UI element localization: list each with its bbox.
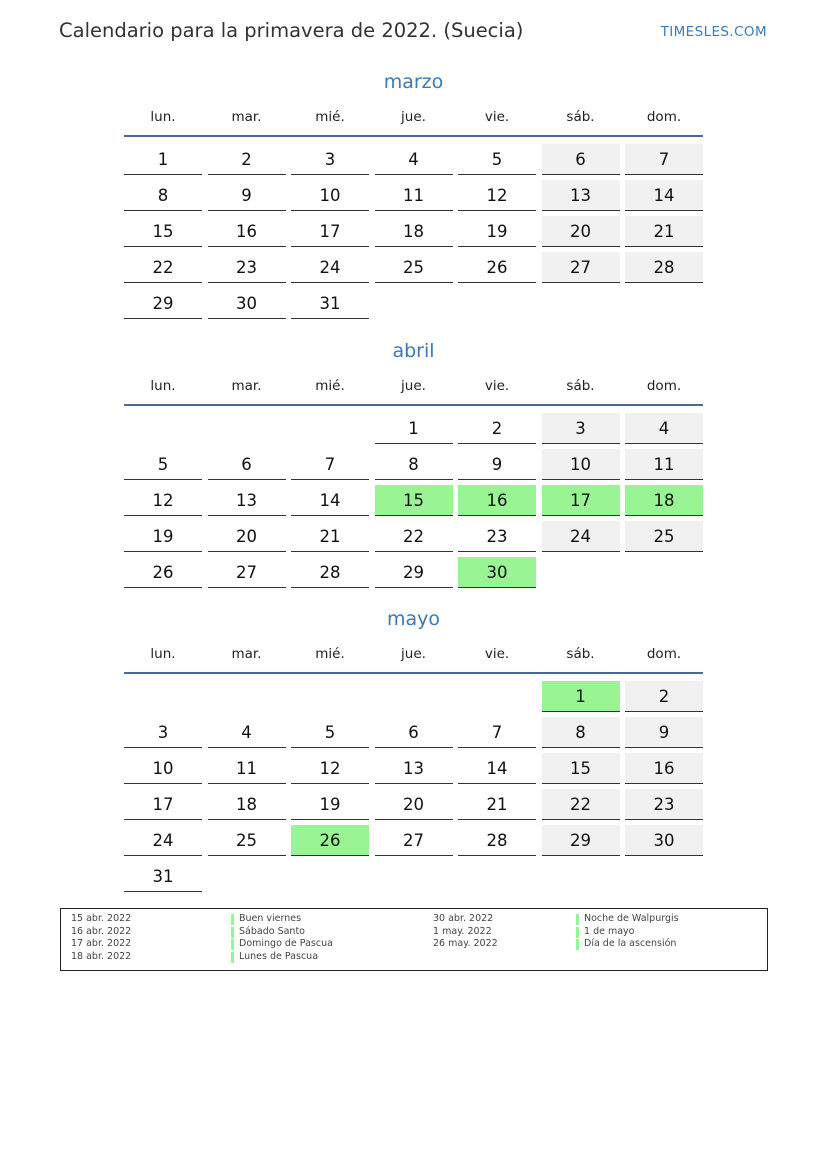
- legend-holiday-name: Día de la ascensión: [584, 938, 677, 950]
- day-cell[interactable]: 13: [208, 485, 286, 516]
- day-cell[interactable]: 25: [625, 521, 703, 552]
- month-title: abril: [392, 340, 435, 362]
- day-cell[interactable]: 4: [625, 413, 703, 444]
- day-cell[interactable]: 22: [542, 789, 620, 820]
- day-cell[interactable]: 1: [542, 681, 620, 712]
- day-cell[interactable]: 20: [542, 216, 620, 247]
- weekday-header: vie.: [484, 378, 510, 394]
- holiday-color-marker: [576, 914, 579, 925]
- day-cell[interactable]: 13: [375, 753, 453, 784]
- day-cell[interactable]: 9: [625, 717, 703, 748]
- weekday-header: mar.: [231, 378, 262, 394]
- holiday-legend: [60, 908, 768, 971]
- day-cell[interactable]: 7: [458, 717, 536, 748]
- weekday-header: dom.: [646, 378, 682, 394]
- legend-holiday-name: 1 de mayo: [584, 925, 635, 937]
- day-cell[interactable]: 2: [458, 413, 536, 444]
- day-cell[interactable]: 31: [124, 861, 202, 892]
- legend-holiday-name: Domingo de Pascua: [239, 938, 333, 950]
- day-cell[interactable]: 31: [291, 288, 369, 319]
- day-cell[interactable]: 8: [375, 449, 453, 480]
- day-cell[interactable]: 20: [375, 789, 453, 820]
- day-cell[interactable]: 25: [208, 825, 286, 856]
- day-cell[interactable]: 27: [542, 252, 620, 283]
- day-cell[interactable]: 1: [124, 144, 202, 175]
- weekday-header: sáb.: [566, 378, 595, 394]
- day-cell[interactable]: 17: [291, 216, 369, 247]
- day-cell[interactable]: 23: [625, 789, 703, 820]
- legend-holiday-name: Noche de Walpurgis: [584, 913, 679, 924]
- weekday-header: jue.: [401, 646, 426, 662]
- day-cell[interactable]: 8: [542, 717, 620, 748]
- day-cell[interactable]: 10: [291, 180, 369, 211]
- day-cell[interactable]: 21: [458, 789, 536, 820]
- day-cell[interactable]: 10: [542, 449, 620, 480]
- day-cell[interactable]: 3: [542, 413, 620, 444]
- weekday-header: dom.: [646, 646, 682, 662]
- weekday-header: mié.: [315, 646, 345, 662]
- legend-date: 17 abr. 2022: [71, 938, 132, 950]
- day-cell[interactable]: 2: [208, 144, 286, 175]
- day-cell[interactable]: 22: [375, 521, 453, 552]
- day-cell[interactable]: 5: [458, 144, 536, 175]
- day-cell[interactable]: 30: [458, 557, 536, 588]
- day-cell[interactable]: 16: [208, 216, 286, 247]
- day-cell[interactable]: 11: [625, 449, 703, 480]
- day-cell[interactable]: 6: [542, 144, 620, 175]
- weekday-header: mar.: [231, 109, 262, 125]
- weekday-header: mar.: [231, 646, 262, 662]
- day-cell[interactable]: 23: [208, 252, 286, 283]
- holiday-color-marker: [231, 914, 234, 925]
- month-title: marzo: [383, 71, 444, 93]
- day-cell[interactable]: 19: [458, 216, 536, 247]
- day-cell[interactable]: 30: [625, 825, 703, 856]
- day-cell[interactable]: 20: [208, 521, 286, 552]
- day-cell[interactable]: 18: [375, 216, 453, 247]
- day-cell[interactable]: 17: [542, 485, 620, 516]
- day-cell[interactable]: 8: [124, 180, 202, 211]
- day-cell[interactable]: 26: [458, 252, 536, 283]
- day-cell[interactable]: 13: [542, 180, 620, 211]
- day-cell[interactable]: 28: [458, 825, 536, 856]
- day-cell[interactable]: 26: [291, 825, 369, 856]
- legend-date: 30 abr. 2022: [433, 913, 494, 924]
- weekday-header: mié.: [315, 378, 345, 394]
- weekday-header: lun.: [150, 646, 176, 662]
- month-divider: [124, 404, 703, 406]
- day-cell[interactable]: 26: [124, 557, 202, 588]
- day-cell[interactable]: 22: [124, 252, 202, 283]
- day-cell[interactable]: 6: [375, 717, 453, 748]
- page-title: Calendario para la primavera de 2022. (Suecia): [59, 19, 524, 42]
- day-cell[interactable]: 21: [625, 216, 703, 247]
- weekday-header: sáb.: [566, 109, 595, 125]
- month-divider: [124, 672, 703, 674]
- legend-holiday-name: Sábado Santo: [239, 925, 305, 937]
- day-cell[interactable]: 4: [208, 717, 286, 748]
- legend-date: 26 may. 2022: [433, 938, 498, 950]
- day-cell[interactable]: 14: [625, 180, 703, 211]
- day-cell[interactable]: 1: [375, 413, 453, 444]
- day-cell[interactable]: 24: [124, 825, 202, 856]
- day-cell[interactable]: 15: [542, 753, 620, 784]
- day-cell[interactable]: 15: [375, 485, 453, 516]
- day-cell[interactable]: 28: [625, 252, 703, 283]
- day-cell[interactable]: 25: [375, 252, 453, 283]
- weekday-header: jue.: [401, 109, 426, 125]
- weekday-header: sáb.: [566, 646, 595, 662]
- day-cell[interactable]: 17: [124, 789, 202, 820]
- day-cell[interactable]: 14: [291, 485, 369, 516]
- weekday-header: vie.: [484, 109, 510, 125]
- day-cell[interactable]: 30: [208, 288, 286, 319]
- day-cell[interactable]: 12: [458, 180, 536, 211]
- day-cell[interactable]: 18: [625, 485, 703, 516]
- day-cell[interactable]: 10: [124, 753, 202, 784]
- month-divider: [124, 135, 703, 137]
- day-cell[interactable]: 24: [542, 521, 620, 552]
- day-cell[interactable]: 6: [208, 449, 286, 480]
- holiday-color-marker: [231, 927, 234, 938]
- holiday-color-marker: [231, 952, 234, 963]
- day-cell[interactable]: 19: [124, 521, 202, 552]
- legend-date: 18 abr. 2022: [71, 951, 132, 963]
- holiday-color-marker: [576, 939, 579, 950]
- day-cell[interactable]: 27: [375, 825, 453, 856]
- day-cell[interactable]: 23: [458, 521, 536, 552]
- weekday-header: dom.: [646, 109, 682, 125]
- day-cell[interactable]: 12: [291, 753, 369, 784]
- day-cell[interactable]: 16: [625, 753, 703, 784]
- legend-holiday-name: Lunes de Pascua: [239, 951, 319, 963]
- day-cell[interactable]: 7: [291, 449, 369, 480]
- legend-holiday-name: Buen viernes: [239, 913, 302, 924]
- weekday-header: lun.: [150, 378, 176, 394]
- day-cell[interactable]: 11: [208, 753, 286, 784]
- weekday-header: mié.: [315, 109, 345, 125]
- day-cell[interactable]: 9: [208, 180, 286, 211]
- day-cell[interactable]: 11: [375, 180, 453, 211]
- day-cell[interactable]: 3: [291, 144, 369, 175]
- day-cell[interactable]: 14: [458, 753, 536, 784]
- weekday-header: vie.: [484, 646, 510, 662]
- day-cell[interactable]: 18: [208, 789, 286, 820]
- weekday-header: jue.: [401, 378, 426, 394]
- day-cell[interactable]: 16: [458, 485, 536, 516]
- day-cell[interactable]: 4: [375, 144, 453, 175]
- holiday-color-marker: [231, 939, 234, 950]
- day-cell[interactable]: 15: [124, 216, 202, 247]
- month-title: mayo: [386, 608, 441, 630]
- day-cell[interactable]: 9: [458, 449, 536, 480]
- day-cell[interactable]: 7: [625, 144, 703, 175]
- day-cell[interactable]: 27: [208, 557, 286, 588]
- weekday-header: lun.: [150, 109, 176, 125]
- day-cell[interactable]: 12: [124, 485, 202, 516]
- day-cell[interactable]: 3: [124, 717, 202, 748]
- day-cell[interactable]: 28: [291, 557, 369, 588]
- legend-date: 16 abr. 2022: [71, 925, 132, 937]
- day-cell[interactable]: 19: [291, 789, 369, 820]
- day-cell[interactable]: 5: [291, 717, 369, 748]
- day-cell[interactable]: 2: [625, 681, 703, 712]
- legend-date: 15 abr. 2022: [71, 913, 132, 924]
- day-cell[interactable]: 29: [375, 557, 453, 588]
- day-cell[interactable]: 5: [124, 449, 202, 480]
- day-cell[interactable]: 21: [291, 521, 369, 552]
- legend-date: 1 may. 2022: [433, 925, 492, 937]
- day-cell[interactable]: 24: [291, 252, 369, 283]
- holiday-color-marker: [576, 927, 579, 938]
- day-cell[interactable]: 29: [542, 825, 620, 856]
- day-cell[interactable]: 29: [124, 288, 202, 319]
- brand-logo[interactable]: TIMESLES.COM: [660, 24, 767, 40]
